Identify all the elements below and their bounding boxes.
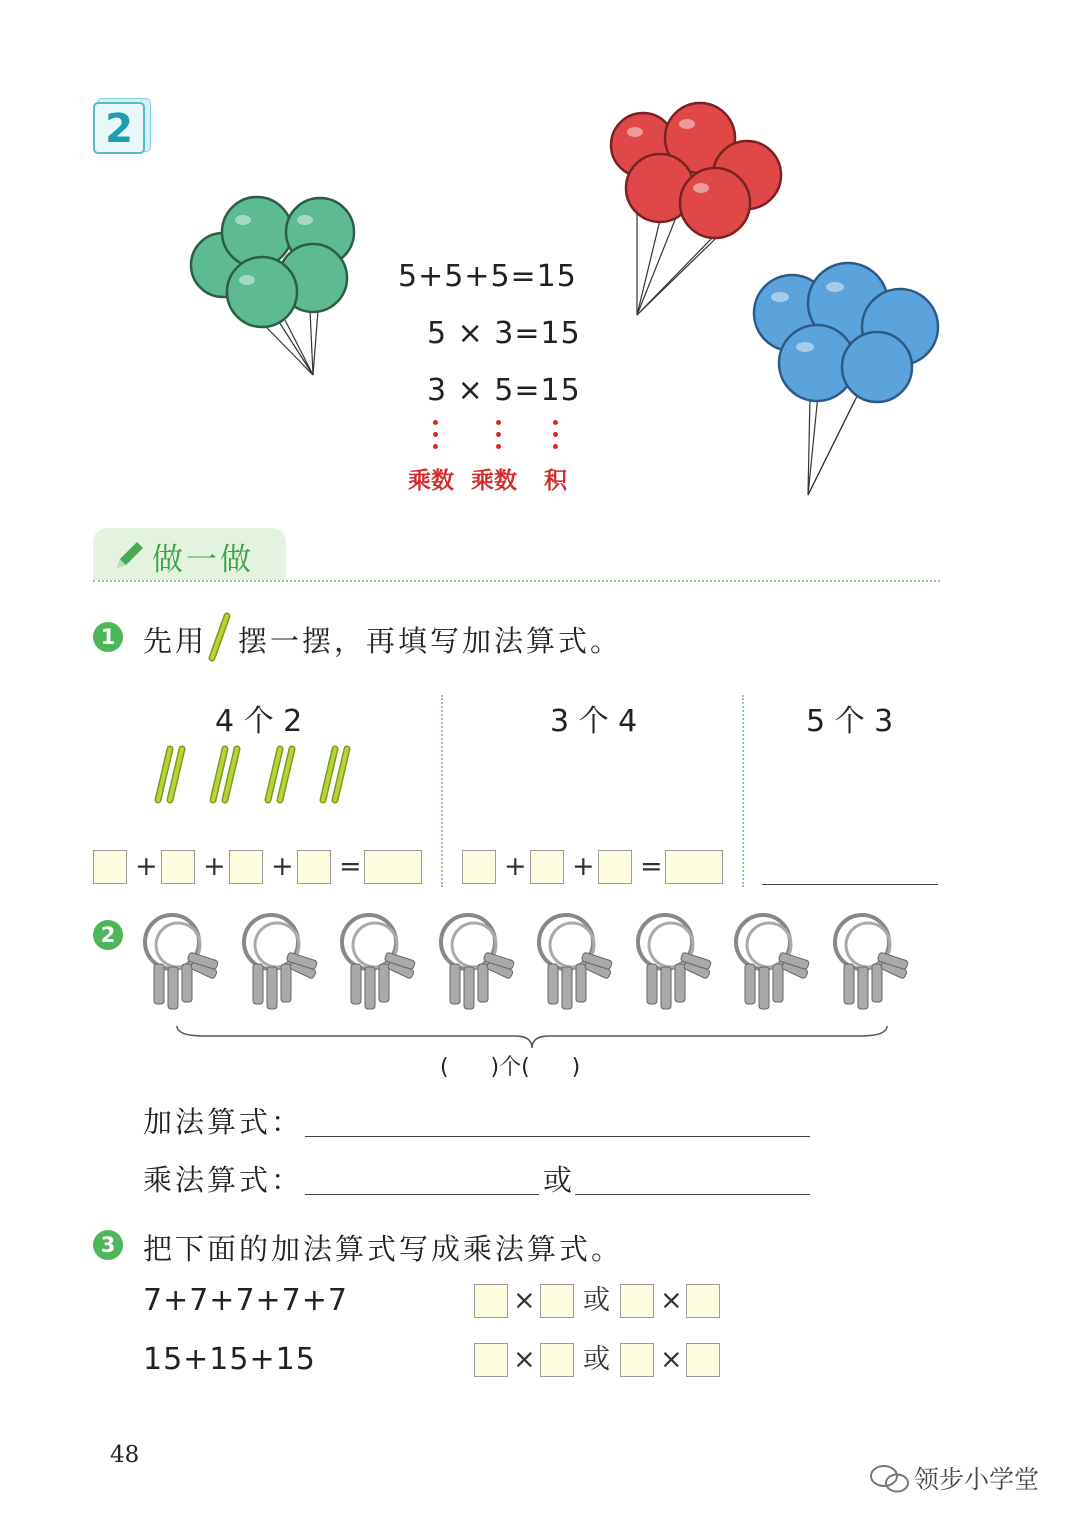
key-bunch-icon — [633, 912, 723, 1017]
answer-box[interactable] — [93, 850, 127, 884]
column-separator — [742, 695, 744, 887]
or-text: 或 — [583, 1285, 610, 1316]
answer-box[interactable] — [229, 850, 263, 884]
result-box[interactable] — [364, 850, 422, 884]
key-bunch-icon — [830, 912, 920, 1017]
result-box[interactable] — [665, 850, 723, 884]
key-bunch-icon — [337, 912, 427, 1017]
answer-box[interactable] — [598, 850, 632, 884]
key-bunches-illustration — [140, 912, 930, 1022]
stick-icon — [206, 612, 232, 662]
wechat-icon — [868, 1462, 912, 1496]
label-factor-1: 乘数 — [408, 468, 454, 494]
plus-sign: + — [135, 851, 158, 882]
pencil-icon — [113, 538, 147, 572]
column-separator — [441, 695, 443, 887]
times-sign: × — [660, 1285, 683, 1316]
question-number-2: 2 — [93, 920, 123, 950]
label-product: 积 — [544, 468, 567, 494]
answer-box[interactable] — [462, 850, 496, 884]
q3-row-2-expression: 15+15+15 — [143, 1342, 316, 1377]
or-text: 或 — [543, 1163, 576, 1197]
answer-box[interactable] — [620, 1343, 654, 1377]
key-bunch-icon — [731, 912, 821, 1017]
page-number: 48 — [110, 1442, 140, 1468]
answer-box[interactable] — [297, 850, 331, 884]
label-factor-2: 乘数 — [471, 468, 517, 494]
group-count-text: ( )个( ) — [440, 1055, 581, 1080]
key-bunch-icon — [534, 912, 624, 1017]
answer-line[interactable] — [762, 884, 938, 885]
sticks-illustration — [150, 745, 370, 805]
q3-row-1-expression: 7+7+7+7+7 — [143, 1283, 348, 1318]
answer-box[interactable] — [686, 1343, 720, 1377]
q1-text-before: 先用 — [143, 624, 208, 658]
key-bunch-icon — [239, 912, 329, 1017]
col-head-3: 5 个 3 — [806, 704, 894, 739]
equation-addition: 5+5+5=15 — [398, 259, 577, 294]
answer-box[interactable] — [161, 850, 195, 884]
times-sign: × — [513, 1285, 536, 1316]
dots-connector — [553, 420, 559, 450]
section-badge — [93, 98, 149, 154]
multiplication-answer-line[interactable] — [305, 1194, 539, 1195]
blue-balloons-illustration — [750, 255, 945, 500]
col-head-1: 4 个 2 — [215, 704, 303, 739]
answer-box[interactable] — [686, 1284, 720, 1318]
answer-box[interactable] — [620, 1284, 654, 1318]
times-sign: × — [660, 1344, 683, 1375]
multiplication-answer-line[interactable] — [575, 1194, 810, 1195]
addition-answer-line[interactable] — [305, 1136, 810, 1137]
plus-sign: + — [572, 851, 595, 882]
section-number: 2 — [93, 102, 145, 154]
col-head-2: 3 个 4 — [550, 704, 638, 739]
answer-box[interactable] — [540, 1284, 574, 1318]
multiplication-label: 乘法算式： — [143, 1163, 304, 1197]
answer-box[interactable] — [540, 1343, 574, 1377]
plus-sign: + — [203, 851, 226, 882]
green-balloons-illustration — [185, 190, 365, 380]
key-bunch-icon — [140, 912, 230, 1017]
dots-connector — [433, 420, 439, 450]
q3-text: 把下面的加法算式写成乘法算式。 — [143, 1232, 624, 1266]
key-bunch-icon — [436, 912, 526, 1017]
question-number-1: 1 — [93, 622, 123, 652]
question-number-3: 3 — [93, 1230, 123, 1260]
brace-bracket — [175, 1022, 890, 1052]
watermark-text: 领步小学堂 — [914, 1465, 1040, 1494]
addition-label: 加法算式： — [143, 1105, 304, 1139]
times-sign: × — [513, 1344, 536, 1375]
equals-sign: = — [339, 851, 362, 882]
equation-3x5: 3 × 5=15 — [427, 373, 581, 408]
practice-title: 做一做 — [152, 542, 254, 578]
q1-text-after: 摆一摆，再填写加法算式。 — [238, 624, 623, 658]
answer-box[interactable] — [530, 850, 564, 884]
answer-box[interactable] — [474, 1343, 508, 1377]
plus-sign: + — [504, 851, 527, 882]
equation-5x3: 5 × 3=15 — [427, 316, 581, 351]
answer-box[interactable] — [474, 1284, 508, 1318]
plus-sign: + — [271, 851, 294, 882]
equals-sign: = — [640, 851, 663, 882]
section-divider — [93, 580, 940, 582]
or-text: 或 — [583, 1344, 610, 1375]
dots-connector — [496, 420, 502, 450]
